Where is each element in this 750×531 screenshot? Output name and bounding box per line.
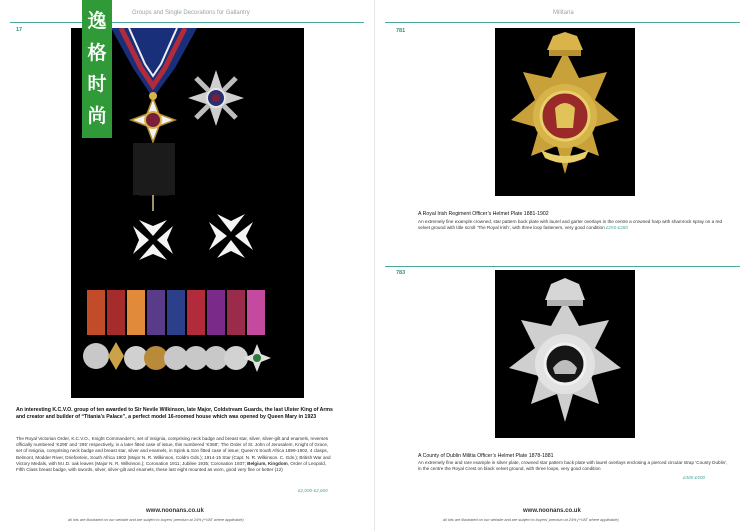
footer-note: all lots are illustrated on our website and are subject to buyers’ premium at 24% (+VAT where applicable) xyxy=(443,518,619,522)
lot-description-text: The Royal Victorian Order, K.C.V.O., Knight Commander’s, set of insignia, comprising neck badge and breast star, silver, silver-gilt and enamels, reverses officially numbered ‘K295’ and ‘295’ respectively, in a later fitted case of issue, this numbered ‘K368’; The Order of St. John of Jerusalem, Knight of Grace, set of insignia, comprising neck badge and breast star, silver and enamels, in Spink & Son fitted case of issue; Queen’s South Africa 1899-1902, 4 clasps, Belmont, Modder River, Driefontein, South Africa 1902 (Major N. R. Wilkinson, Coldm Gds.); 1914-15 Star (Capt. N. R. Wilkinson. C. Gds.); British War and Victory Medals, with M.I.D. oak leaves (Major N. R. Wilkinson.); Coronation 1911; Jubilee 1935; Coronation 1937; xyxy=(16,436,331,466)
lot-description xyxy=(418,219,728,231)
watermark-stamp xyxy=(82,0,112,138)
lot-description-bold: Belgium, Kingdom xyxy=(247,460,288,466)
lot-description-text: An extremely fine example crowned, star pattern back plate with laurel and garter overlays in the centre a crowned harp with shamrock spray on a red velvet ground with title scroll ‘The Royal Irish’, with three loop fasteners, very good condition xyxy=(418,219,723,231)
watermark-char: 时 xyxy=(87,73,107,96)
lot-estimate: £250-£280 xyxy=(605,225,628,231)
footer-url[interactable]: www.noonans.co.uk xyxy=(146,508,204,514)
header-rule xyxy=(385,22,740,23)
lot-description xyxy=(16,436,334,473)
lot-number: 783 xyxy=(396,270,406,276)
lot-title: A Royal Irish Regiment Officer’s Helmet Plate 1881-1902 xyxy=(418,211,549,217)
lot-number: 17 xyxy=(16,27,23,33)
lot-description: An extremely fine and rare example in silver plate, crowned star pattern back plate with laurel overlays enclosing a pierced circular strap ‘County Dublin’, in the centre the Royal Crest on black velvet ground, with three loops, very good condition xyxy=(418,460,728,472)
helmet-plate-photo xyxy=(495,28,635,196)
lot-title: A County of Dublin Militia Officer’s Helmet Plate 1878-1881 xyxy=(418,453,554,459)
dublin-militia-plate-illustration xyxy=(495,270,635,438)
section-rule xyxy=(385,266,740,267)
lot-description-end: , Order of Leopold, Fifth Class breast badge, with swords, silver, silver-gilt and enamels, these last eight mounted as worn, good very fine or better (12) xyxy=(16,460,327,473)
footer-note: all lots are illustrated on our website and are subject to buyers’ premium at 24% (+VAT where applicable) xyxy=(68,518,244,522)
left-page-header: Groups and Single Decorations for Gallantry xyxy=(132,10,250,16)
right-page-header: Militaria xyxy=(553,10,574,16)
lot-number: 781 xyxy=(396,28,406,34)
watermark-char: 格 xyxy=(87,41,107,64)
header-rule xyxy=(10,22,364,23)
footer-url[interactable]: www.noonans.co.uk xyxy=(523,508,581,514)
watermark-char: 尚 xyxy=(87,104,107,127)
lot-estimate: £2,000-£2,600 xyxy=(298,488,328,493)
helmet-plate-photo xyxy=(495,270,635,438)
lot-title: An interesting K.C.V.O. group of ten awarded to Sir Nevile Wilkinson, late Major, Coldstream Guards, the last Ulster King of Arms and creator and builder of “Titania’s Palace”, a perfect model 16-roomed house which was opened by Queen Mary in 1923 xyxy=(16,407,333,420)
watermark-char: 逸 xyxy=(87,10,107,33)
royal-irish-plate-illustration xyxy=(495,28,635,196)
right-page xyxy=(375,0,750,531)
lot-estimate: £400-£500 xyxy=(683,475,705,480)
